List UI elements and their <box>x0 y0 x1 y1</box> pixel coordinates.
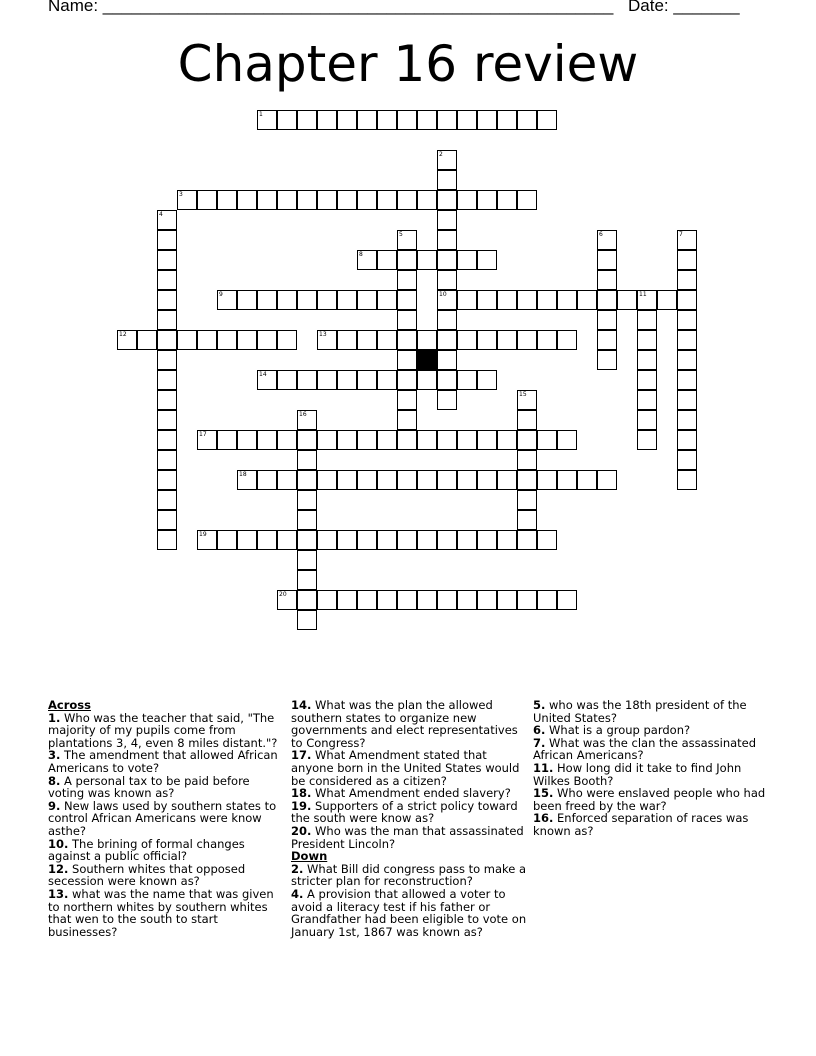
grid-cell[interactable] <box>397 590 417 610</box>
grid-cell[interactable] <box>637 290 657 310</box>
down-clue-16: 16. Enforced separation of races was known as? <box>533 811 749 838</box>
grid-cell[interactable] <box>157 490 177 510</box>
across-clue-1: 1. Who was the teacher that said, "The majority of my pupils come from plantations 3, 4, even 8 miles distant."? <box>48 710 278 750</box>
grid-cell[interactable] <box>377 370 397 390</box>
grid-cell[interactable] <box>417 530 437 550</box>
grid-cell[interactable] <box>457 190 477 210</box>
grid-cell[interactable] <box>497 590 517 610</box>
grid-cell[interactable] <box>277 290 297 310</box>
down-clue-2: 2. What Bill did congress pass to make a stricter plan for reconstruction? <box>291 861 527 889</box>
across-clue-12: 12. Southern whites that opposed secession were known as? <box>48 861 246 889</box>
grid-cell[interactable] <box>157 530 177 550</box>
grid-cell[interactable] <box>397 530 417 550</box>
grid-cell[interactable] <box>397 250 417 270</box>
grid-cell[interactable] <box>317 430 337 450</box>
grid-cell[interactable] <box>337 430 357 450</box>
grid-cell[interactable] <box>457 530 477 550</box>
grid-cell[interactable] <box>437 170 457 190</box>
grid-cell[interactable] <box>557 330 577 350</box>
grid-cell[interactable] <box>217 530 237 550</box>
grid-cell[interactable] <box>397 110 417 130</box>
grid-cell[interactable] <box>477 470 497 490</box>
grid-cell[interactable] <box>317 190 337 210</box>
across-heading: Across <box>48 698 91 712</box>
grid-cell[interactable] <box>457 250 477 270</box>
grid-cell[interactable] <box>477 190 497 210</box>
across-clue-9: 9. New laws used by southern states to control African Americans were know asthe? <box>48 798 277 838</box>
grid-cell[interactable] <box>197 430 217 450</box>
grid-cell[interactable] <box>517 430 537 450</box>
grid-cell[interactable] <box>437 430 457 450</box>
grid-cell[interactable] <box>157 390 177 410</box>
across-clue-13: 13. what was the name that was given to northern whites by southern whites that wen to the south to start businesses? <box>48 886 274 939</box>
grid-cell[interactable] <box>337 530 357 550</box>
grid-cell[interactable] <box>217 330 237 350</box>
grid-cell[interactable] <box>637 410 657 430</box>
grid-cell[interactable] <box>397 310 417 330</box>
grid-cell[interactable] <box>457 330 477 350</box>
clues-column-3 <box>533 699 769 838</box>
grid-cell[interactable] <box>517 530 537 550</box>
clue-number-label: 12 <box>119 331 127 338</box>
down-clue-4: 4. A provision that allowed a voter to avoid a literacy test if his father or Grandfather had been eligible to vote on January 1st, 1867 was known as? <box>291 886 527 939</box>
grid-cell[interactable] <box>397 390 417 410</box>
grid-cell[interactable] <box>637 430 657 450</box>
grid-cell[interactable] <box>357 430 377 450</box>
grid-cell[interactable] <box>657 290 677 310</box>
grid-cell[interactable] <box>557 590 577 610</box>
grid-cell[interactable] <box>157 270 177 290</box>
grid-cell[interactable] <box>297 570 317 590</box>
grid-cell[interactable] <box>237 430 257 450</box>
grid-cell[interactable] <box>417 250 437 270</box>
grid-cell[interactable] <box>677 450 697 470</box>
grid-cell[interactable] <box>297 430 317 450</box>
grid-cell[interactable] <box>417 110 437 130</box>
clue-number-label: 11 <box>639 291 647 298</box>
grid-cell[interactable] <box>457 110 477 130</box>
grid-cell[interactable] <box>297 470 317 490</box>
grid-cell[interactable] <box>497 430 517 450</box>
grid-cell[interactable] <box>257 470 277 490</box>
grid-cell[interactable] <box>157 430 177 450</box>
across-clue-8: 8. A personal tax to be paid before voting was known as? <box>48 773 250 801</box>
grid-cell[interactable] <box>677 330 697 350</box>
grid-cell[interactable] <box>477 290 497 310</box>
grid-cell[interactable] <box>457 290 477 310</box>
date-field[interactable]: Date: _______ <box>628 0 740 15</box>
grid-cell[interactable] <box>277 530 297 550</box>
clue-number-label: 10 <box>439 291 447 298</box>
grid-cell[interactable] <box>317 470 337 490</box>
grid-cell[interactable] <box>297 370 317 390</box>
grid-cell[interactable] <box>397 230 417 250</box>
grid-cell[interactable] <box>157 290 177 310</box>
grid-cell[interactable] <box>377 530 397 550</box>
grid-cell[interactable] <box>277 370 297 390</box>
grid-cell[interactable] <box>217 190 237 210</box>
across-clue-3: 3. The amendment that allowed African Americans to vote? <box>48 748 278 775</box>
grid-cell[interactable] <box>417 590 437 610</box>
grid-cell[interactable] <box>337 370 357 390</box>
grid-cell[interactable] <box>597 350 617 370</box>
grid-cell[interactable] <box>437 150 457 170</box>
grid-cell[interactable] <box>317 370 337 390</box>
grid-cell[interactable] <box>357 590 377 610</box>
grid-cell[interactable] <box>437 470 457 490</box>
grid-cell[interactable] <box>497 530 517 550</box>
grid-cell[interactable] <box>517 410 537 430</box>
grid-cell[interactable] <box>517 190 537 210</box>
grid-cell[interactable] <box>677 410 697 430</box>
grid-cell[interactable] <box>377 290 397 310</box>
grid-cell[interactable] <box>397 470 417 490</box>
grid-cell[interactable] <box>297 550 317 570</box>
grid-cell[interactable] <box>297 490 317 510</box>
grid-cell[interactable] <box>257 370 277 390</box>
grid-cell[interactable] <box>157 510 177 530</box>
grid-cell[interactable] <box>437 270 457 290</box>
grid-cell[interactable] <box>157 230 177 250</box>
grid-cell[interactable] <box>437 350 457 370</box>
grid-cell[interactable] <box>317 330 337 350</box>
grid-cell[interactable] <box>677 290 697 310</box>
grid-cell[interactable] <box>517 490 537 510</box>
across-clue-18: 18. What Amendment ended slavery? <box>291 786 511 801</box>
grid-cell[interactable] <box>677 370 697 390</box>
down-clue-5: 5. who was the 18th president of the United States? <box>533 698 747 725</box>
grid-cell[interactable] <box>157 370 177 390</box>
grid-cell[interactable] <box>677 270 697 290</box>
grid-cell[interactable] <box>677 310 697 330</box>
grid-cell[interactable] <box>197 530 217 550</box>
grid-cell[interactable] <box>397 370 417 390</box>
grid-cell[interactable] <box>477 330 497 350</box>
grid-cell[interactable] <box>537 110 557 130</box>
grid-cell[interactable] <box>357 290 377 310</box>
grid-cell[interactable] <box>377 110 397 130</box>
grid-cell[interactable] <box>437 110 457 130</box>
grid-cell[interactable] <box>477 370 497 390</box>
grid-cell[interactable] <box>237 470 257 490</box>
grid-cell[interactable] <box>677 390 697 410</box>
grid-cell[interactable] <box>377 470 397 490</box>
across-clue-19: 19. Supporters of a strict policy toward the south were know as? <box>291 798 518 826</box>
clue-number-label: 5 <box>399 231 403 238</box>
grid-cell[interactable] <box>597 470 617 490</box>
grid-cell[interactable] <box>557 430 577 450</box>
grid-cell[interactable] <box>437 590 457 610</box>
grid-cell[interactable] <box>597 230 617 250</box>
across-clue-20: 20. Who was the man that assassinated President Lincoln? <box>291 823 524 851</box>
grid-cell[interactable] <box>437 250 457 270</box>
grid-cell[interactable] <box>457 370 477 390</box>
grid-cell[interactable] <box>297 190 317 210</box>
grid-cell[interactable] <box>637 330 657 350</box>
grid-cell[interactable] <box>397 290 417 310</box>
grid-cell[interactable] <box>417 430 437 450</box>
clues-column-1 <box>48 699 280 938</box>
grid-cell[interactable] <box>677 250 697 270</box>
grid-cell[interactable] <box>637 350 657 370</box>
grid-cell[interactable] <box>337 110 357 130</box>
grid-cell[interactable] <box>497 470 517 490</box>
black-square <box>417 350 437 370</box>
grid-cell[interactable] <box>237 290 257 310</box>
grid-cell[interactable] <box>517 510 537 530</box>
grid-cell[interactable] <box>297 290 317 310</box>
grid-cell[interactable] <box>157 330 177 350</box>
down-clue-6: 6. What is a group pardon? <box>533 723 691 738</box>
grid-cell[interactable] <box>537 290 557 310</box>
grid-cell[interactable] <box>637 370 657 390</box>
page-title: Chapter 16 review <box>177 35 639 93</box>
grid-cell[interactable] <box>357 250 377 270</box>
down-clue-7: 7. What was the clan the assassinated African Americans? <box>533 735 757 763</box>
grid-cell[interactable] <box>517 390 537 410</box>
grid-cell[interactable] <box>157 350 177 370</box>
grid-cell[interactable] <box>617 290 637 310</box>
grid-cell[interactable] <box>157 450 177 470</box>
across-clue-10: 10. The brining of formal changes against a public official? <box>48 836 245 864</box>
grid-cell[interactable] <box>437 310 457 330</box>
clue-number-label: 17 <box>199 431 207 438</box>
grid-cell[interactable] <box>477 590 497 610</box>
grid-cell[interactable] <box>337 190 357 210</box>
grid-cell[interactable] <box>497 110 517 130</box>
grid-cell[interactable] <box>257 190 277 210</box>
grid-cell[interactable] <box>257 290 277 310</box>
grid-cell[interactable] <box>277 190 297 210</box>
grid-cell[interactable] <box>397 190 417 210</box>
grid-cell[interactable] <box>457 470 477 490</box>
grid-cell[interactable] <box>537 330 557 350</box>
grid-cell[interactable] <box>357 530 377 550</box>
grid-cell[interactable] <box>297 530 317 550</box>
grid-cell[interactable] <box>357 370 377 390</box>
grid-cell[interactable] <box>557 470 577 490</box>
grid-cell[interactable] <box>677 350 697 370</box>
grid-cell[interactable] <box>257 330 277 350</box>
grid-cell[interactable] <box>437 370 457 390</box>
grid-cell[interactable] <box>677 470 697 490</box>
grid-cell[interactable] <box>157 410 177 430</box>
grid-cell[interactable] <box>317 290 337 310</box>
down-clue-15: 15. Who were enslaved people who had been freed by the war? <box>533 786 766 813</box>
grid-cell[interactable] <box>137 330 157 350</box>
grid-cell[interactable] <box>157 210 177 230</box>
grid-cell[interactable] <box>377 430 397 450</box>
clue-number-label: 3 <box>179 191 183 198</box>
grid-cell[interactable] <box>397 270 417 290</box>
grid-cell[interactable] <box>637 390 657 410</box>
grid-cell[interactable] <box>677 430 697 450</box>
grid-cell[interactable] <box>597 270 617 290</box>
grid-cell[interactable] <box>177 330 197 350</box>
grid-cell[interactable] <box>517 450 537 470</box>
grid-cell[interactable] <box>297 410 317 430</box>
grid-cell[interactable] <box>457 590 477 610</box>
grid-cell[interactable] <box>117 330 137 350</box>
grid-cell[interactable] <box>537 470 557 490</box>
clues-column-2 <box>291 699 527 938</box>
grid-cell[interactable] <box>257 530 277 550</box>
grid-cell[interactable] <box>517 470 537 490</box>
grid-cell[interactable] <box>577 290 597 310</box>
grid-cell[interactable] <box>417 470 437 490</box>
grid-cell[interactable] <box>437 390 457 410</box>
grid-cell[interactable] <box>357 190 377 210</box>
grid-cell[interactable] <box>397 330 417 350</box>
grid-cell[interactable] <box>397 410 417 430</box>
grid-cell[interactable] <box>377 250 397 270</box>
grid-cell[interactable] <box>237 190 257 210</box>
grid-cell[interactable] <box>317 530 337 550</box>
grid-cell[interactable] <box>157 310 177 330</box>
grid-cell[interactable] <box>197 330 217 350</box>
clue-number-label: 14 <box>259 371 267 378</box>
grid-cell[interactable] <box>317 590 337 610</box>
grid-cell[interactable] <box>217 430 237 450</box>
grid-cell[interactable] <box>397 430 417 450</box>
grid-cell[interactable] <box>517 590 537 610</box>
grid-cell[interactable] <box>297 610 317 630</box>
grid-cell[interactable] <box>257 430 277 450</box>
grid-cell[interactable] <box>597 290 617 310</box>
grid-cell[interactable] <box>337 330 357 350</box>
grid-cell[interactable] <box>337 290 357 310</box>
grid-cell[interactable] <box>417 330 437 350</box>
across-clue-14: 14. What was the plan the allowed southern states to organize new governments and elect representatives to Congress? <box>291 698 518 750</box>
grid-cell[interactable] <box>537 530 557 550</box>
name-field[interactable]: Name: ______________________________________________________ <box>48 0 614 15</box>
clue-number-label: 2 <box>439 151 443 158</box>
grid-cell[interactable] <box>377 190 397 210</box>
down-clue-11: 11. How long did it take to find John Wilkes Booth? <box>533 760 742 788</box>
grid-cell[interactable] <box>417 190 437 210</box>
grid-cell[interactable] <box>277 470 297 490</box>
clue-number-label: 16 <box>299 411 307 418</box>
grid-cell[interactable] <box>377 590 397 610</box>
grid-cell[interactable] <box>477 110 497 130</box>
grid-cell[interactable] <box>277 110 297 130</box>
grid-cell[interactable] <box>157 470 177 490</box>
grid-cell[interactable] <box>417 370 437 390</box>
grid-cell[interactable] <box>537 430 557 450</box>
across-clue-17: 17. What Amendment stated that anyone born in the United States would be considered as a citizen? <box>291 748 520 788</box>
grid-cell[interactable] <box>497 330 517 350</box>
grid-cell[interactable] <box>597 310 617 330</box>
grid-cell[interactable] <box>197 190 217 210</box>
grid-cell[interactable] <box>357 470 377 490</box>
grid-cell[interactable] <box>677 230 697 250</box>
grid-cell[interactable] <box>597 250 617 270</box>
clue-number-label: 7 <box>679 231 683 238</box>
grid-cell[interactable] <box>237 330 257 350</box>
grid-cell[interactable] <box>557 290 577 310</box>
grid-cell[interactable] <box>517 290 537 310</box>
grid-cell[interactable] <box>377 330 397 350</box>
grid-cell[interactable] <box>237 530 257 550</box>
grid-cell[interactable] <box>337 590 357 610</box>
clue-number-label: 8 <box>359 251 363 258</box>
grid-cell[interactable] <box>517 330 537 350</box>
grid-cell[interactable] <box>437 330 457 350</box>
clue-number-label: 13 <box>319 331 327 338</box>
clue-number-label: 18 <box>239 471 247 478</box>
grid-cell[interactable] <box>397 350 417 370</box>
grid-cell[interactable] <box>337 470 357 490</box>
grid-cell[interactable] <box>517 110 537 130</box>
grid-cell[interactable] <box>317 110 337 130</box>
grid-cell[interactable] <box>157 250 177 270</box>
grid-cell[interactable] <box>497 290 517 310</box>
clue-number-label: 4 <box>159 211 163 218</box>
grid-cell[interactable] <box>437 530 457 550</box>
grid-cell[interactable] <box>477 430 497 450</box>
grid-cell[interactable] <box>497 190 517 210</box>
grid-cell[interactable] <box>257 110 277 130</box>
grid-cell[interactable] <box>457 430 477 450</box>
clue-number-label: 19 <box>199 531 207 538</box>
grid-cell[interactable] <box>297 510 317 530</box>
grid-cell[interactable] <box>477 250 497 270</box>
clue-number-label: 15 <box>519 391 527 398</box>
clue-number-label: 9 <box>219 291 223 298</box>
grid-cell[interactable] <box>437 290 457 310</box>
grid-cell[interactable] <box>297 450 317 470</box>
clue-number-label: 6 <box>599 231 603 238</box>
grid-cell[interactable] <box>597 330 617 350</box>
clue-number-label: 20 <box>279 591 287 598</box>
grid-cell[interactable] <box>437 230 457 250</box>
grid-cell[interactable] <box>577 470 597 490</box>
grid-cell[interactable] <box>277 430 297 450</box>
grid-cell[interactable] <box>537 590 557 610</box>
grid-cell[interactable] <box>437 190 457 210</box>
grid-cell[interactable] <box>277 330 297 350</box>
grid-cell[interactable] <box>297 590 317 610</box>
down-heading: Down <box>291 849 328 864</box>
grid-cell[interactable] <box>177 190 197 210</box>
clue-number-label: 1 <box>259 111 263 118</box>
grid-cell[interactable] <box>477 530 497 550</box>
grid-cell[interactable] <box>437 210 457 230</box>
grid-cell[interactable] <box>297 110 317 130</box>
grid-cell[interactable] <box>217 290 237 310</box>
grid-cell[interactable] <box>357 110 377 130</box>
grid-cell[interactable] <box>357 330 377 350</box>
grid-cell[interactable] <box>277 590 297 610</box>
grid-cell[interactable] <box>637 310 657 330</box>
